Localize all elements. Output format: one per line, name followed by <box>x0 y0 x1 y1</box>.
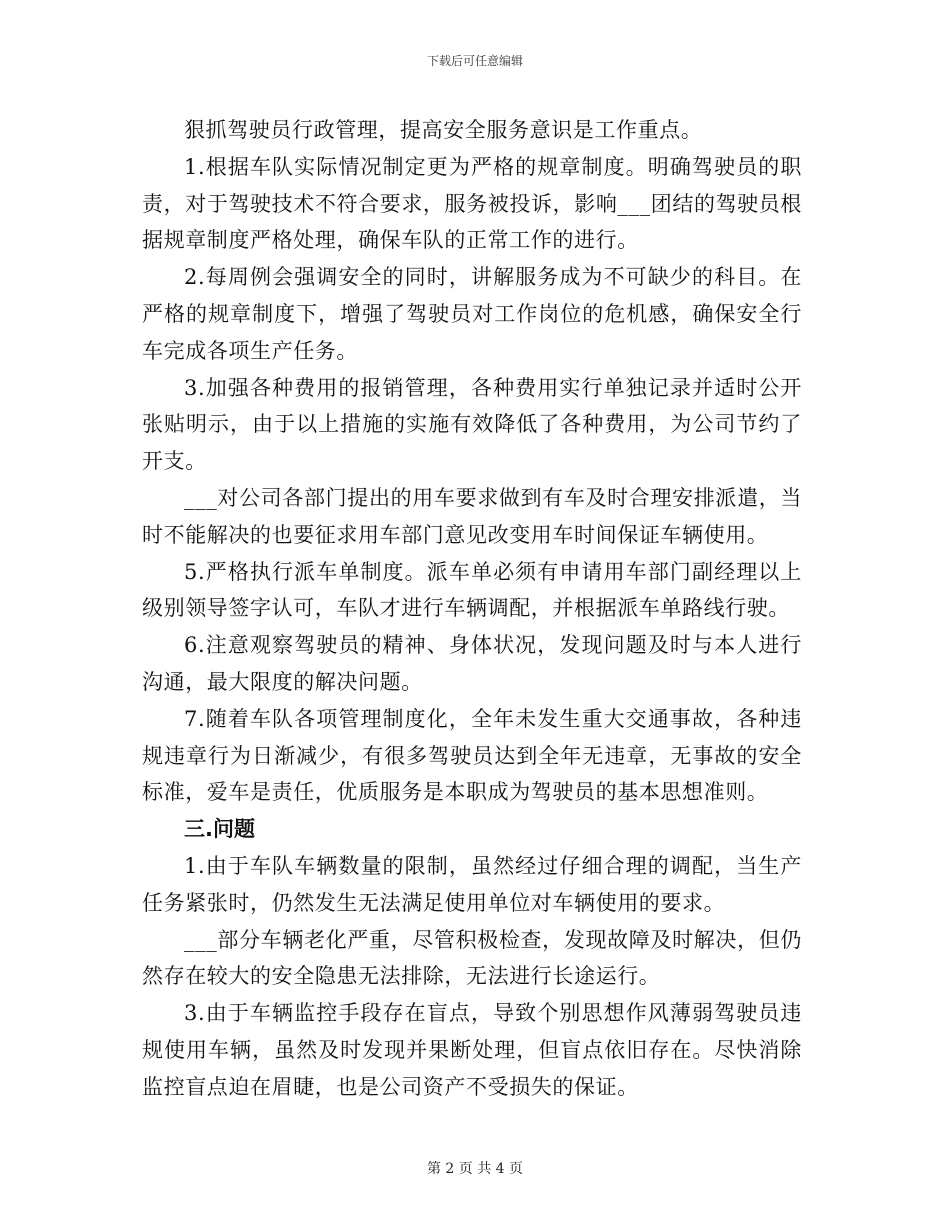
document-body <box>142 112 802 1106</box>
paragraph-intro: 狠抓驾驶员行政管理，提高安全服务意识是工作重点。 <box>184 118 703 142</box>
paragraph-item-2: 2.每周例会强调安全的同时，讲解服务成为不可缺少的科目。在严格的规章制度下，增强了驾驶员对工作岗位的危机感，确保安全行车完成各项生产任务。 <box>142 265 802 363</box>
problem-item-3: 3.由于车辆监控手段存在盲点，导致个别思想作风薄弱驾驶员违规使用车辆，虽然及时发现并果断处理，但盲点依旧存在。尽快消除监控盲点迫在眉睫，也是公司资产不受损失的保证。 <box>142 1001 802 1099</box>
paragraph-item-5: 5.严格执行派车单制度。派车单必须有申请用车部门副经理以上级别领导签字认可，车队才进行车辆调配，并根据派车单路线行驶。 <box>142 559 802 621</box>
paragraph-item-3: 3.加强各种费用的报销管理，各种费用实行单独记录并适时公开张贴明示，由于以上措施的实施有效降低了各种费用，为公司节约了开支。 <box>142 375 802 474</box>
page-footer: 第 2 页 共 4 页 <box>426 1161 524 1177</box>
problem-item-2: ___部分车辆老化严重，尽管积极检查，发现故障及时解决，但仍然存在较大的安全隐患无法排除，无法进行长途运行。 <box>142 927 802 989</box>
paragraph-item-6: 6.注意观察驾驶员的精神、身体状况，发现问题及时与本人进行沟通，最大限度的解决问题。 <box>142 633 802 694</box>
paragraph-item-7: 7.随着车队各项管理制度化，全年未发生重大交通事故，各种违规违章行为日渐减少，有很多驾驶员达到全年无违章，无事故的安全标准，爱车是责任，优质服务是本职成为驾驶员的基本思想准则。 <box>142 706 802 805</box>
section-heading-problems: 三.问题 <box>184 817 255 842</box>
page-header: 下载后可任意编辑 <box>426 54 523 68</box>
paragraph-item-4: ___对公司各部门提出的用车要求做到有车及时合理安排派遣，当时不能解决的也要征求用车部门意见改变用车时间保证车辆使用。 <box>142 485 802 547</box>
problem-item-1: 1.由于车队车辆数量的限制，虽然经过仔细合理的调配，当生产任务紧张时，仍然发生无法满足使用单位对车辆使用的要求。 <box>142 853 802 915</box>
paragraph-item-1: 1.根据车队实际情况制定更为严格的规章制度。明确驾驶员的职责，对于驾驶技术不符合要求，服务被投诉，影响___团结的驾驶员根据规章制度严格处理，确保车队的正常工作的进行。 <box>142 154 802 253</box>
